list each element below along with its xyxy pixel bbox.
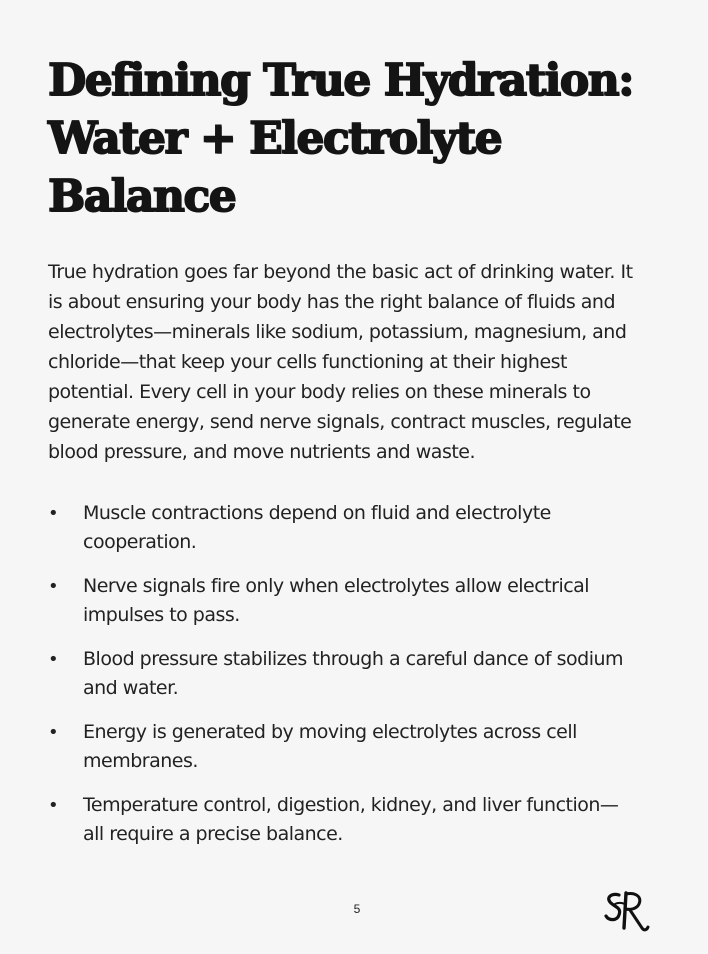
list-item-line: Blood pressure stabilizes through a careful dance of sodium <box>83 648 624 670</box>
page-number: 5 <box>353 902 361 916</box>
page-title <box>48 52 668 226</box>
list-item <box>48 718 673 791</box>
list-item-line: and water. <box>83 677 179 699</box>
list-item-line: Temperature control, digestion, kidney, and liver function— <box>83 794 619 816</box>
list-item-line: Energy is generated by moving electrolytes across cell <box>83 721 577 743</box>
bullet-list <box>48 499 673 864</box>
intro-line: chloride—that keep your cells functioning at their highest <box>48 351 567 373</box>
bullet-icon: • <box>48 795 59 816</box>
bullet-icon: • <box>48 649 59 670</box>
title-line: Defining True Hydration: <box>48 55 633 106</box>
list-item-line: Muscle contractions depend on fluid and electrolyte <box>83 502 551 524</box>
list-item-text <box>83 499 673 557</box>
title-line: Water + Electrolyte <box>48 113 502 164</box>
list-item-line: all require a precise balance. <box>83 823 343 845</box>
list-item <box>48 572 673 645</box>
list-item <box>48 499 673 572</box>
intro-line: generate energy, send nerve signals, contract muscles, regulate <box>48 411 632 433</box>
list-item <box>48 791 673 864</box>
intro-line: blood pressure, and move nutrients and waste. <box>48 441 476 463</box>
title-line: Balance <box>48 171 236 222</box>
bullet-icon: • <box>48 576 59 597</box>
bullet-icon: • <box>48 503 59 524</box>
intro-line: potential. Every cell in your body relies on these minerals to <box>48 381 591 403</box>
list-item-text <box>83 718 673 776</box>
intro-line: electrolytes—minerals like sodium, potassium, magnesium, and <box>48 321 627 343</box>
list-item <box>48 645 673 718</box>
list-item-text <box>83 572 673 630</box>
brand-monogram-logo-icon <box>602 888 650 934</box>
intro-line: True hydration goes far beyond the basic act of drinking water. It <box>48 261 633 283</box>
list-item-text <box>83 645 673 703</box>
list-item-line: cooperation. <box>83 531 197 553</box>
list-item-line: membranes. <box>83 750 198 772</box>
intro-line: is about ensuring your body has the right balance of fluids and <box>48 291 616 313</box>
list-item-text <box>83 791 673 849</box>
bullet-icon: • <box>48 722 59 743</box>
list-item-line: Nerve signals fire only when electrolytes allow electrical <box>83 575 590 597</box>
intro-paragraph <box>48 257 673 467</box>
list-item-line: impulses to pass. <box>83 604 240 626</box>
